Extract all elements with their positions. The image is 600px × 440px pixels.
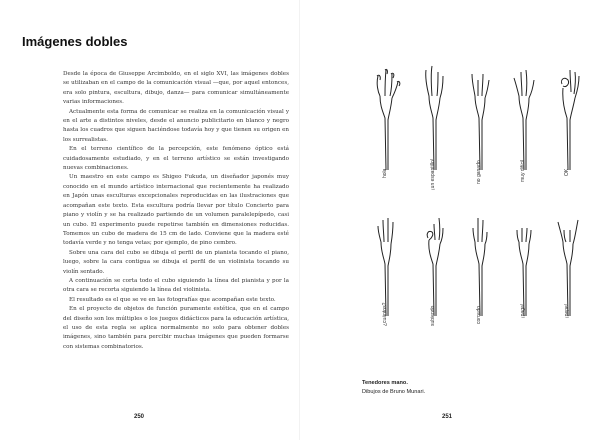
fork-label: ¡pepe! xyxy=(564,303,570,318)
fork-label: cornudo xyxy=(476,305,482,324)
figure-caption xyxy=(362,379,425,397)
hand-fork-icon xyxy=(460,62,500,172)
paragraph: A continuación se corta todo el cubo siguiendo la línea del pianista y por la otra cara se recorta siguiendo la línea del violinista. xyxy=(63,277,289,294)
hand-fork-icon xyxy=(366,208,406,318)
paragraph: Desde la época de Giuseppe Arcimboldo, en el siglo XVI, las imágenes dobles se utilizaban en el campo de la comunicación visual —que, por aquel entonces, era solo pintura, escultura, dibujo, danza— para comunicar simultáneamente varias informaciones. xyxy=(63,71,289,106)
fork-label: ¡paga! xyxy=(520,303,526,318)
fork-label: ¡un espantillo! xyxy=(430,158,436,190)
fork-label: hola xyxy=(382,168,388,178)
paragraph: En el terreno científico de la percepción, este fenómeno óptico está cuidadosamente estudiado, y en el terreno artístico se están investigando nuevas combinaciones. xyxy=(63,146,289,172)
fork-label: muy difícil xyxy=(520,159,526,182)
hand-fork-icon xyxy=(548,62,588,172)
hand-fork-icon xyxy=(548,208,588,318)
hand-fork-icon xyxy=(414,208,454,318)
page-title: Imágenes dobles xyxy=(22,34,128,49)
paragraph: En el proyecto de objetos de función puramente estética, que en el campo del diseño son los múltiples o los juegos didácticos para la educación artística, el uso de esta regla se aplica normalmente no solo para obtener dobles imágenes, sino también para percibir muchas imágenes que pueden formarse con sistemas combinatorios. xyxy=(63,306,289,350)
caption-credit: Dibujos de Bruno Munari. xyxy=(362,389,426,395)
hand-fork-icon xyxy=(414,62,454,172)
fork-label: no ganado xyxy=(476,160,482,184)
paragraph: Un maestro en este campo es Shigeo Fukuda, un diseñador japonés muy conocido en el mundo artístico internacional que recientemente ha realizado en Japón unas esculturas excepcionales reproducidas en las ilustraciones que acompañan este texto. Esta escultura podría llevar por título Concierto para piano y violín y se ha realizado partiendo de un volumen paralelepípedo, casi un cubo. El experimento puede repetirse también en dimensiones reducidas. Tomemos un cubo de madera de 15 cm de lado. Conviene que la madera esté todavía verde y no tenga vetas; por ejemplo, de pino cembro. xyxy=(63,174,289,247)
paragraph: El resultado es el que se ve en las fotografías que acompañan este texto. xyxy=(69,296,276,303)
hand-fork-icon xyxy=(504,208,544,318)
right-page xyxy=(300,0,600,440)
fork-label: ¿cuántos? xyxy=(382,302,388,326)
caption-title: Tenedores mano. xyxy=(362,380,408,386)
fork-label: OK xyxy=(564,168,570,176)
hand-fork-icon xyxy=(504,62,544,172)
paragraph: Actualmente esta forma de comunicar se realiza en la comunicación visual y en el arte a distintos niveles, desde el anuncio publicitario en blanco y negro hasta los cuadros que siguen haciéndose todavía hoy y que tienen su origen en los surrealistas. xyxy=(63,108,289,143)
body-text xyxy=(63,70,289,352)
fork-label: subiendo xyxy=(430,305,436,326)
paragraph: Sobre una cara del cubo se dibuja el perfil de un pianista tocando el piano, luego, sobre la cara contigua se dibuja el perfil de un violinista tocando su violín sentado. xyxy=(63,249,289,275)
hand-fork-icon xyxy=(460,208,500,318)
page-number-right: 251 xyxy=(442,414,453,420)
hand-fork-icon xyxy=(366,62,406,172)
page-number-left: 250 xyxy=(134,414,145,420)
